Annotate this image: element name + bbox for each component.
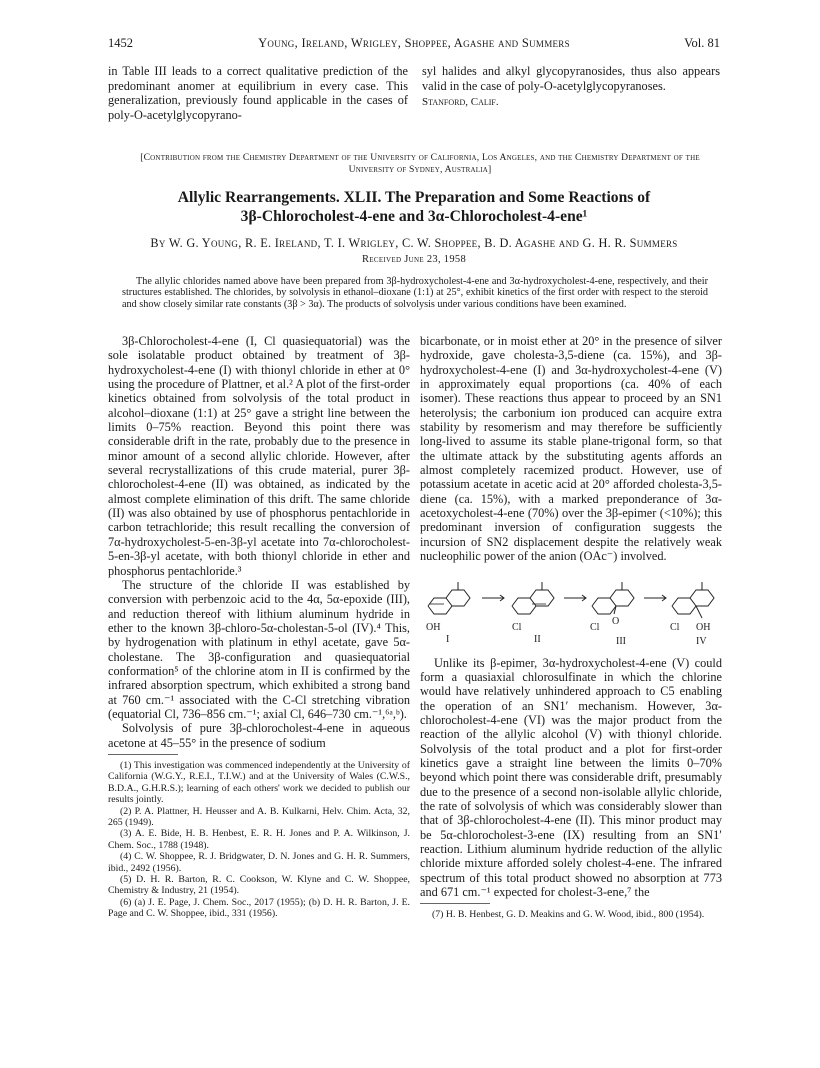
footnote-4: (4) C. W. Shoppee, R. J. Bridgwater, D. N. Jones and G. H. R. Summers, ibid., 2492 (1956). — [108, 851, 410, 874]
footnote-7: (7) H. B. Henbest, G. D. Meakins and G. W. Wood, ibid., 800 (1954). — [432, 909, 705, 921]
right-paragraph-1: bicarbonate, or in moist ether at 20° in the presence of silver hydroxide, gave cholesta-3,5-diene (ca. 15%), and 3β-hydroxycholest-4-ene (I) and 3α-hydroxycholest-4-ene (V) in approximately equal proportions (ca. 40% of each isomer). These reactions thus appear to proceed by an SN1 heterolysis; the carbonium ion produced can acquire extra stability by resomerism and may therefore be sufficiently long-lived to assume its stable plane-trigonal form, so that the ultimate attack by the substituting agents affords an almost completely racemized product. However, use of potassium acetate in acetic acid at 20° afforded cholesta-3,5-diene (ca. 15%), with a marked preponderance of 3α-acetoxycholest-4-ene (70%) over the 3β-epimer (<10%); this predominant inversion of configuration suggests the incursion of SN2 displacement despite the relatively weak nucleophilic power of the anion (OAc⁻) involved. — [420, 334, 722, 564]
reaction-scheme-drawing — [420, 568, 722, 650]
previous-article-left — [108, 64, 408, 122]
volume-number: Vol. 81 — [684, 36, 720, 50]
abstract-text: The allylic chlorides named above have been prepared from 3β-hydroxycholest-4-ene and 3α-hydroxycholest-4-ene, respectively, and their structures established. The chlorides, by solvolysis in ethanol–dioxane (1:1) at 25°, exhibit kinetics of the first order with respect to the steroid and show closely similar rate constants (3β > 3α). The products of solvolysis under various conditions have been examined. — [122, 276, 708, 310]
previous-article-right — [422, 64, 720, 110]
scheme-roman-1: I — [446, 633, 450, 645]
footnote-6: (6) (a) J. E. Page, J. Chem. Soc., 2017 (1955); (b) D. H. R. Barton, J. E. Page and C. W. Shoppee, ibid., 331 (1956). — [108, 896, 410, 920]
footnote-rule-right — [420, 903, 490, 904]
scheme-label-cl-4: Cl — [670, 621, 680, 633]
abstract — [122, 276, 708, 310]
scheme-label-o-3: O — [612, 615, 620, 627]
left-column — [108, 334, 410, 920]
scheme-label-cl-2: Cl — [512, 621, 522, 633]
footnotes-right — [420, 909, 722, 920]
received-date: Received June 23, 1958 — [361, 254, 466, 265]
scheme-label-cl-3: Cl — [590, 621, 600, 633]
footnote-1: (1) This investigation was commenced independently at the University of California (W.G.Y., R.E.I., T.I.W.) and at the University of Wales (C.W.S., B.D.A., G.H.R.S.); learning of each others' work we decided to publish our results jointly. — [108, 759, 410, 806]
byline: By W. G. Young, R. E. Ireland, T. I. Wrigley, C. W. Shoppee, B. D. Agashe and G. H. R. Summers — [150, 236, 678, 250]
scheme-label-oh-4: OH — [696, 621, 711, 633]
left-paragraph-3: Solvolysis of pure 3β-chlorocholest-4-ene in aqueous acetone at 45–55° in the presence of sodium — [108, 721, 410, 750]
footnote-2: (2) P. A. Plattner, H. Heusser and A. B. Kulkarni, Helv. Chim. Acta, 32, 265 (1949). — [108, 805, 410, 828]
left-paragraph-2: The structure of the chloride II was established by conversion with perbenzoic acid to the 4α, 5α-epoxide (III), and reduction thereof with lithium aluminum hydride in ether to the known 3β-chloro-5α-cholestan-5-ol (IV).⁴ This, by hydrogenation with platinum in ethyl acetate, gave 5α-cholestane. The 3β-configuration and quasiequatorial conformation⁵ of the chlorine atom in II is confirmed by the infrared absorption spectrum, which exhibited a strong band at 760 cm.⁻¹ associated with the C-Cl stretching vibration (equatorial Cl, 736–856 cm.⁻¹; axial Cl, 646–730 cm.⁻¹,⁶ᵃ,ᵇ). — [108, 577, 410, 721]
scheme-roman-4: IV — [696, 635, 707, 647]
scheme-roman-2: II — [534, 633, 541, 645]
article-title-line2: 3β-Chlorocholest-4-ene and 3α-Chlorocholest-4-ene¹ — [240, 208, 588, 225]
article-title-line1: Allylic Rearrangements. XLII. The Preparation and Some Reactions of — [177, 189, 651, 206]
footnote-3: (3) A. E. Bide, H. B. Henbest, E. R. H. Jones and P. A. Wilkinson, J. Chem. Soc., 1788 (1948). — [108, 828, 410, 851]
scheme-label-oh-1: OH — [426, 621, 441, 633]
contribution-note: [Contribution from the Chemistry Department of the University of California, Los Angeles, and the Chemistry Department of the University of Sydney, Australia] — [140, 152, 700, 175]
footnotes — [108, 760, 410, 920]
right-column — [420, 334, 722, 921]
footnote-rule — [108, 754, 178, 755]
previous-article-left-text: in Table III leads to a correct qualitative prediction of the predominant anomer at equilibrium in every case. This generalization, previously found applicable in the cases of poly-O-acetylglycopyrano- — [108, 64, 408, 122]
previous-article-location: Stanford, Calif. — [422, 96, 499, 109]
article-title — [108, 188, 720, 226]
running-head-authors: Young, Ireland, Wrigley, Shoppee, Agashe and Summers — [258, 36, 570, 50]
previous-article-right-text: syl halides and alkyl glycopyranosides, thus also appears valid in the case of poly-O-acetylglycopyranoses. — [422, 64, 720, 93]
scheme-roman-3: III — [616, 635, 626, 647]
reaction-scheme — [420, 568, 722, 650]
left-paragraph-1: 3β-Chlorocholest-4-ene (I, Cl quasiequatorial) was the sole isolatable product obtained by treatment of 3β-hydroxycholest-4-ene (I) with thionyl chloride in ether at 0° using the procedure of Plattner, et al.² A plot of the first-order kinetics obtained from solvolysis of the total product in alcohol–dioxane (1:1) at 25° gave a stright line between the limits 0–75% reaction. Beyond this point there was considerable drift in the rate, probably due to the presence in minor amount of a second allylic chloride. However, after several recrystallizations of this crude material, purer 3β-chlorocholest-4-ene (II) was obtained, as indicated by the almost complete elimination of this drift. The same chloride (II) was also obtained by use of phosphorus pentachloride in carbon tetrachloride; this result recalling the conversion of 7α-hydroxycholest-5-en-3β-yl acetate into 7α-chlorocholest-5-en-3β-yl acetate, with both thionyl chloride in ether and phosphorus pentachloride.³ — [108, 334, 410, 578]
running-head — [108, 36, 720, 54]
right-paragraph-2: Unlike its β-epimer, 3α-hydroxycholest-4-ene (V) could form a quasiaxial chlorosulfinate in which the chlorine would have relatively unhindered approach to C5 enabling the operation of an SN1′ mechanism. However, 3α-chlorocholest-4-ene (VI) was the major product from the reaction of the allylic alcohol (V) with thionyl chloride. Solvolysis of the total product and a plot for first-order kinetics gave a straight line between the limits 0–70% beyond which point there was considerable drift, presumably due to the presence of a second non-isolable allylic chloride, the rate of solvolysis of which was considerably slower than that of 3β-chlorocholest-4-ene (II). This minor product may be 5α-chlorocholest-3-ene (IX) resulting from an SN1′ reaction. Lithium aluminum hydride reduction of the allylic chloride mixture afforded solely cholest-4-ene. The infrared spectrum of this total product showed no absorption at 773 and 671 cm.⁻¹ expected for cholest-3-ene,⁷ the — [420, 655, 722, 899]
page-number: 1452 — [108, 36, 133, 50]
footnote-5: (5) D. H. R. Barton, R. C. Cookson, W. Klyne and C. W. Shoppee, Chemistry & Industry, 21 (1954). — [108, 874, 410, 897]
